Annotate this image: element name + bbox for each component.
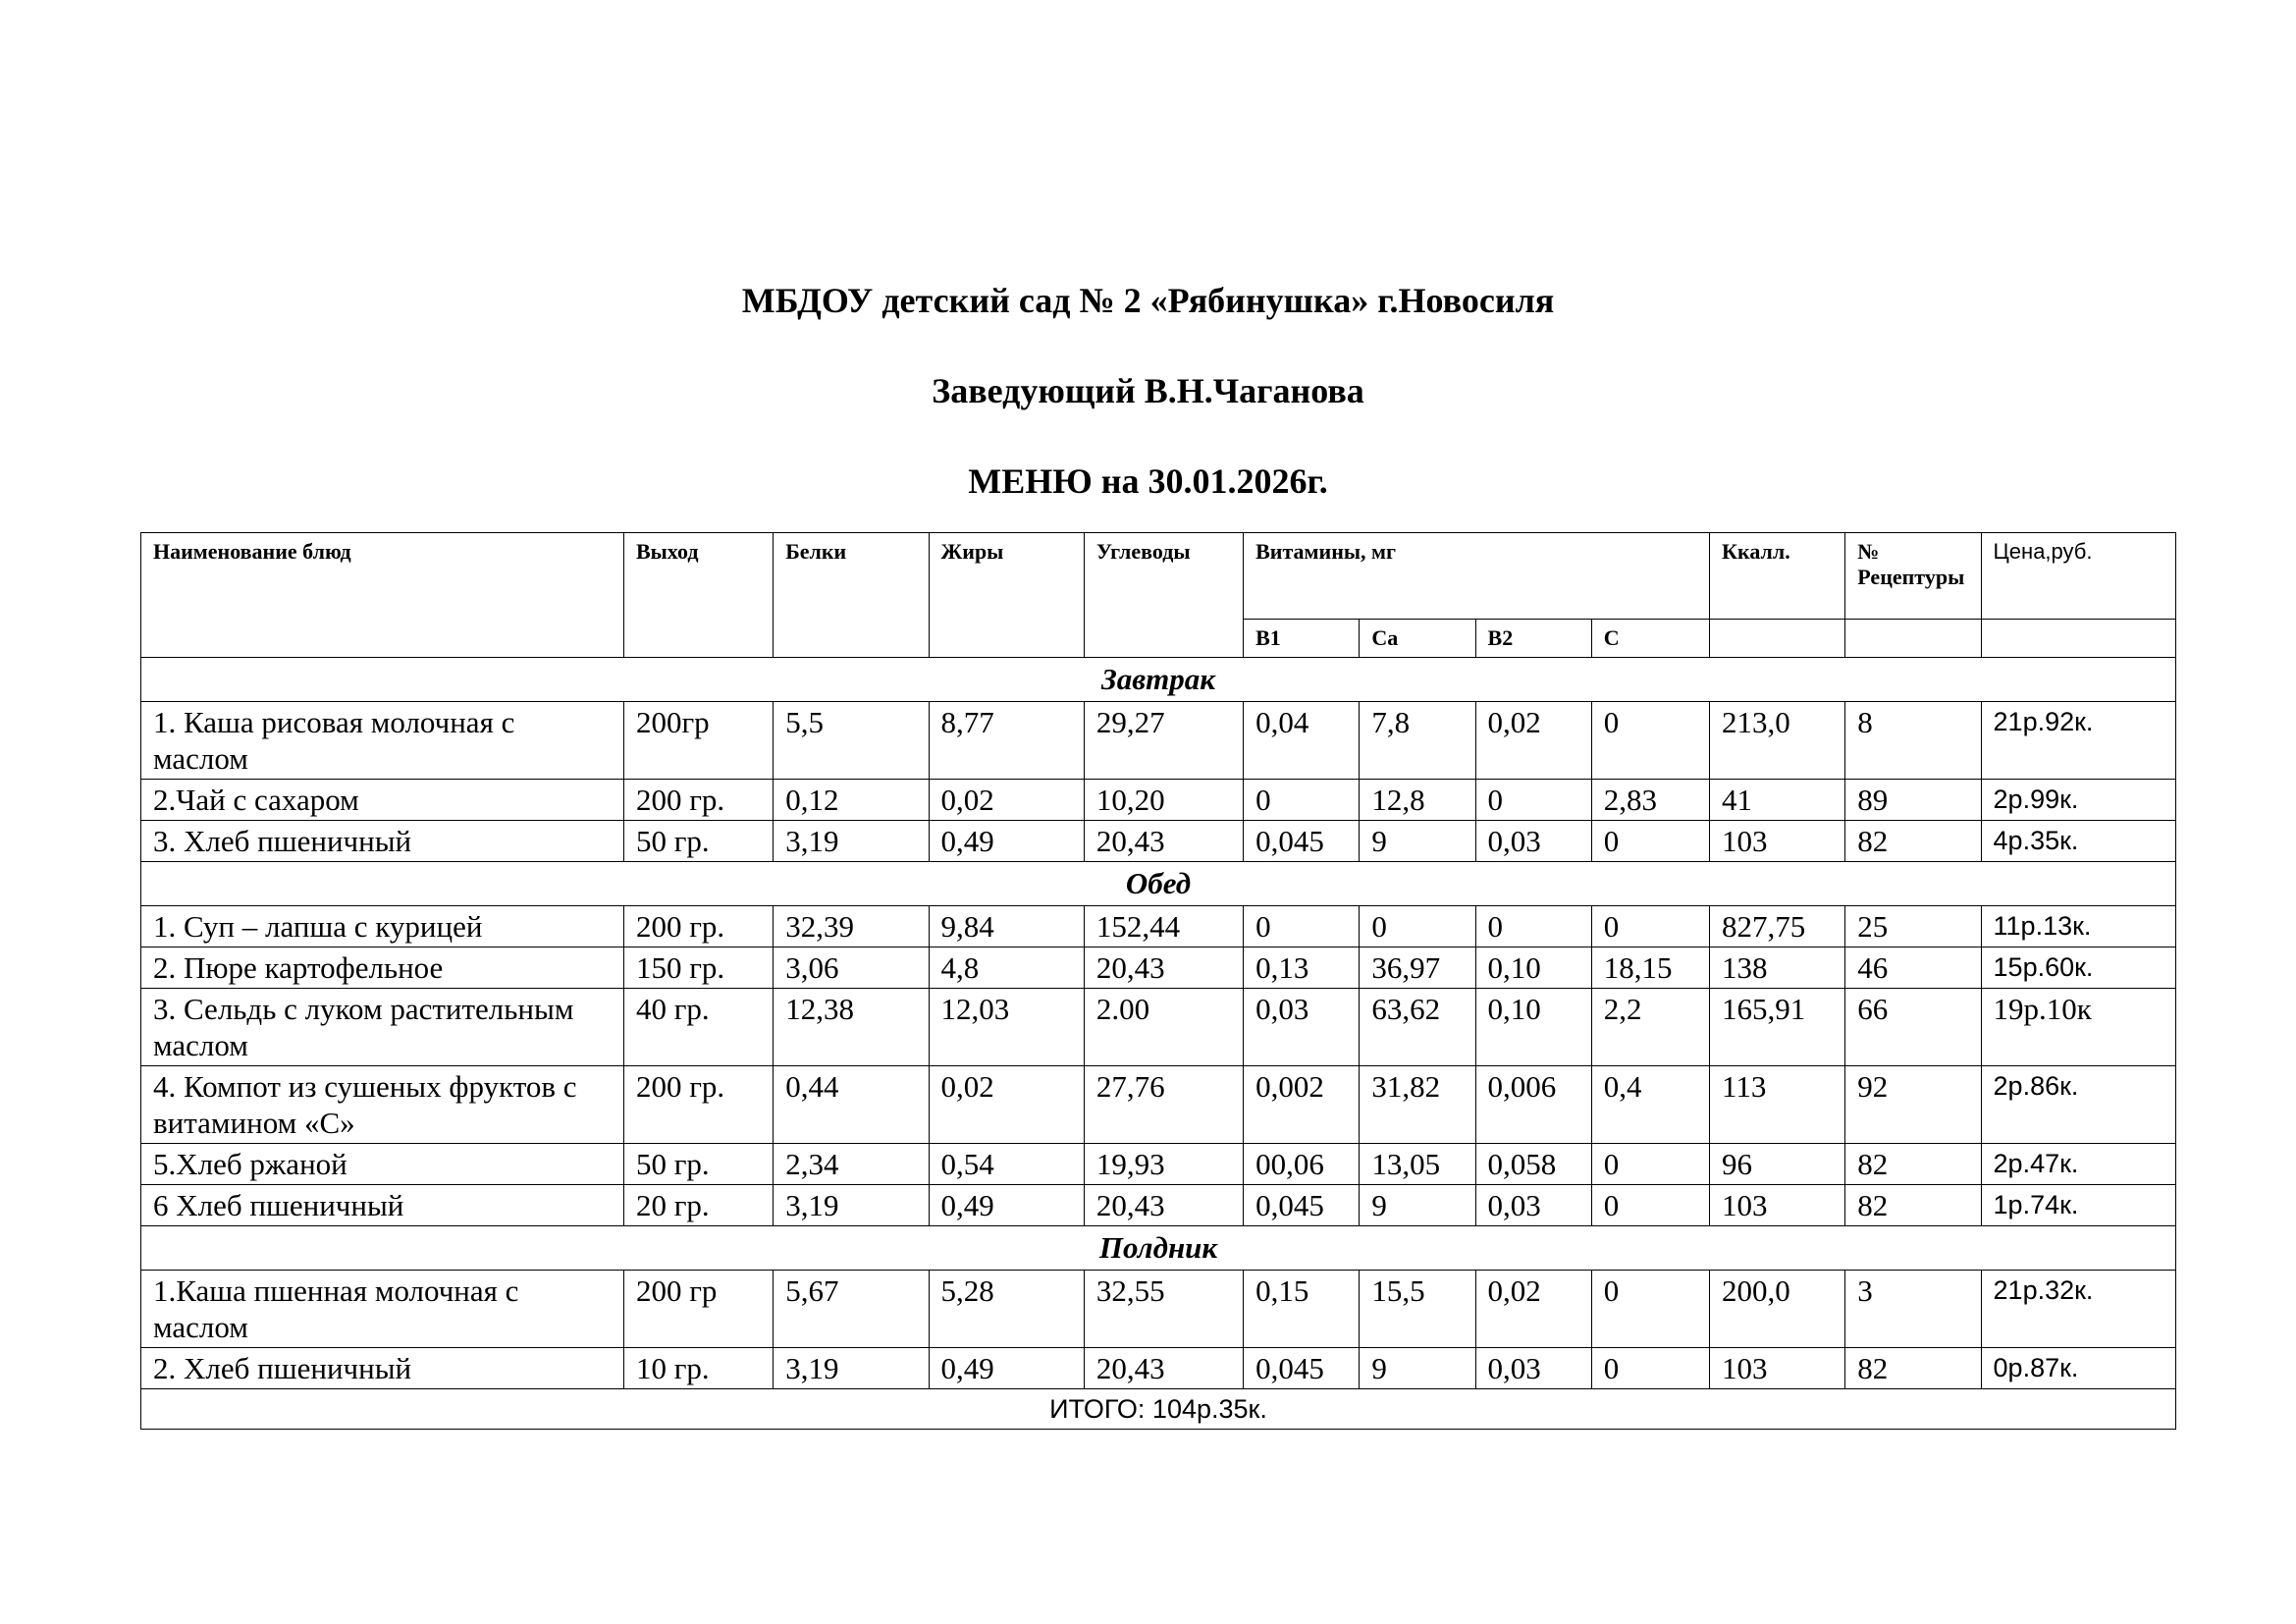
- col-header-b2: В2: [1475, 620, 1591, 658]
- dish-name-cell: 5.Хлеб ржаной: [141, 1144, 624, 1185]
- vitamin-b1-cell: 0,045: [1244, 1348, 1360, 1389]
- price-cell: 4р.35к.: [1981, 821, 2175, 862]
- kcal-cell: 165,91: [1710, 989, 1845, 1066]
- yield-cell: 200 гр.: [623, 1066, 773, 1144]
- vitamin-b1-cell: 0: [1244, 780, 1360, 821]
- dish-name-cell: 3. Сельдь с луком растительным маслом: [141, 989, 624, 1066]
- vitamin-b2-cell: 0,03: [1475, 821, 1591, 862]
- recipe-number-cell: 3: [1845, 1271, 1981, 1348]
- carbs-cell: 29,27: [1084, 702, 1243, 780]
- fat-cell: 0,49: [929, 821, 1084, 862]
- section-title: Завтрак: [141, 658, 2176, 702]
- price-cell: 21р.92к.: [1981, 702, 2175, 780]
- col-header-vitamins: Витамины, мг: [1244, 533, 1710, 620]
- total-value: ИТОГО: 104р.35к.: [141, 1389, 2176, 1430]
- dish-name-cell: 2.Чай с сахаром: [141, 780, 624, 821]
- yield-cell: 10 гр.: [623, 1348, 773, 1389]
- vitamin-c-cell: 0: [1591, 1348, 1709, 1389]
- carbs-cell: 20,43: [1084, 821, 1243, 862]
- table-row: [141, 1144, 2176, 1185]
- dish-name-cell: 2. Хлеб пшеничный: [141, 1348, 624, 1389]
- protein-cell: 3,06: [774, 947, 929, 989]
- vitamin-c-cell: 2,83: [1591, 780, 1709, 821]
- protein-cell: 5,5: [774, 702, 929, 780]
- vitamin-c-cell: 0: [1591, 1271, 1709, 1348]
- calcium-cell: 13,05: [1360, 1144, 1475, 1185]
- col-header-b1: В1: [1244, 620, 1360, 658]
- vitamin-b2-cell: 0,006: [1475, 1066, 1591, 1144]
- recipe-number-cell: 46: [1845, 947, 1981, 989]
- vitamin-c-cell: 0: [1591, 1144, 1709, 1185]
- calcium-cell: 9: [1360, 1185, 1475, 1226]
- section-row: [141, 1226, 2176, 1271]
- carbs-cell: 19,93: [1084, 1144, 1243, 1185]
- recipe-number-cell: 8: [1845, 702, 1981, 780]
- price-cell: 0р.87к.: [1981, 1348, 2175, 1389]
- col-header-price: Цена,руб.: [1981, 533, 2175, 620]
- col-header-protein: Белки: [774, 533, 929, 658]
- vitamin-b1-cell: 0,03: [1244, 989, 1360, 1066]
- price-cell: 21р.32к.: [1981, 1271, 2175, 1348]
- carbs-cell: 2.00: [1084, 989, 1243, 1066]
- table-row: [141, 821, 2176, 862]
- recipe-number-cell: 92: [1845, 1066, 1981, 1144]
- vitamin-c-cell: 0: [1591, 702, 1709, 780]
- col-header-yield: Выход: [623, 533, 773, 658]
- vitamin-b2-cell: 0,10: [1475, 989, 1591, 1066]
- vitamin-b1-cell: 0,045: [1244, 821, 1360, 862]
- carbs-cell: 27,76: [1084, 1066, 1243, 1144]
- fat-cell: 0,54: [929, 1144, 1084, 1185]
- fat-cell: 9,84: [929, 906, 1084, 947]
- protein-cell: 32,39: [774, 906, 929, 947]
- vitamin-b2-cell: 0,058: [1475, 1144, 1591, 1185]
- vitamin-b1-cell: 0,002: [1244, 1066, 1360, 1144]
- vitamin-b1-cell: 0,15: [1244, 1271, 1360, 1348]
- recipe-number-cell: 82: [1845, 821, 1981, 862]
- price-cell: 15р.60к.: [1981, 947, 2175, 989]
- col-header-name: Наименование блюд: [141, 533, 624, 658]
- protein-cell: 0,44: [774, 1066, 929, 1144]
- section-row: [141, 658, 2176, 702]
- col-header-kcal-sub: [1710, 620, 1845, 658]
- calcium-cell: 7,8: [1360, 702, 1475, 780]
- col-header-fat: Жиры: [929, 533, 1084, 658]
- recipe-number-cell: 66: [1845, 989, 1981, 1066]
- calcium-cell: 31,82: [1360, 1066, 1475, 1144]
- yield-cell: 200гр: [623, 702, 773, 780]
- recipe-number-cell: 82: [1845, 1185, 1981, 1226]
- price-cell: 11р.13к.: [1981, 906, 2175, 947]
- vitamin-b2-cell: 0: [1475, 906, 1591, 947]
- protein-cell: 0,12: [774, 780, 929, 821]
- section-title: Обед: [141, 862, 2176, 906]
- vitamin-b2-cell: 0,10: [1475, 947, 1591, 989]
- vitamin-b2-cell: 0,02: [1475, 1271, 1591, 1348]
- yield-cell: 200 гр.: [623, 780, 773, 821]
- kcal-cell: 103: [1710, 821, 1845, 862]
- table-row: [141, 1066, 2176, 1144]
- carbs-cell: 152,44: [1084, 906, 1243, 947]
- protein-cell: 3,19: [774, 1185, 929, 1226]
- table-row: [141, 780, 2176, 821]
- kcal-cell: 103: [1710, 1348, 1845, 1389]
- price-cell: 2р.47к.: [1981, 1144, 2175, 1185]
- yield-cell: 150 гр.: [623, 947, 773, 989]
- kcal-cell: 41: [1710, 780, 1845, 821]
- recipe-number-cell: 82: [1845, 1144, 1981, 1185]
- vitamin-b1-cell: 0,045: [1244, 1185, 1360, 1226]
- yield-cell: 50 гр.: [623, 1144, 773, 1185]
- dish-name-cell: 1. Каша рисовая молочная с маслом: [141, 702, 624, 780]
- head-name: Заведующий В.Н.Чаганова: [932, 371, 1364, 410]
- table-row: [141, 1348, 2176, 1389]
- carbs-cell: 20,43: [1084, 1348, 1243, 1389]
- carbs-cell: 20,43: [1084, 1185, 1243, 1226]
- table-row: [141, 1271, 2176, 1348]
- fat-cell: 0,02: [929, 780, 1084, 821]
- col-header-recipe-sub: [1845, 620, 1981, 658]
- fat-cell: 0,49: [929, 1348, 1084, 1389]
- fat-cell: 0,02: [929, 1066, 1084, 1144]
- kcal-cell: 200,0: [1710, 1271, 1845, 1348]
- protein-cell: 3,19: [774, 821, 929, 862]
- kcal-cell: 827,75: [1710, 906, 1845, 947]
- vitamin-b2-cell: 0,03: [1475, 1348, 1591, 1389]
- fat-cell: 0,49: [929, 1185, 1084, 1226]
- section-row: [141, 862, 2176, 906]
- kcal-cell: 96: [1710, 1144, 1845, 1185]
- fat-cell: 12,03: [929, 989, 1084, 1066]
- yield-cell: 200 гр: [623, 1271, 773, 1348]
- calcium-cell: 36,97: [1360, 947, 1475, 989]
- vitamin-b1-cell: 0,04: [1244, 702, 1360, 780]
- calcium-cell: 0: [1360, 906, 1475, 947]
- total-row: [141, 1389, 2176, 1430]
- calcium-cell: 9: [1360, 1348, 1475, 1389]
- vitamin-c-cell: 0: [1591, 1185, 1709, 1226]
- kcal-cell: 138: [1710, 947, 1845, 989]
- recipe-number-cell: 25: [1845, 906, 1981, 947]
- dish-name-cell: 1.Каша пшенная молочная с маслом: [141, 1271, 624, 1348]
- vitamin-b2-cell: 0,02: [1475, 702, 1591, 780]
- recipe-number-cell: 82: [1845, 1348, 1981, 1389]
- calcium-cell: 9: [1360, 821, 1475, 862]
- calcium-cell: 12,8: [1360, 780, 1475, 821]
- col-header-recipe: № Рецептуры: [1845, 533, 1981, 620]
- fat-cell: 5,28: [929, 1271, 1084, 1348]
- table-row: [141, 906, 2176, 947]
- fat-cell: 4,8: [929, 947, 1084, 989]
- price-cell: 19р.10к: [1981, 989, 2175, 1066]
- vitamin-c-cell: 18,15: [1591, 947, 1709, 989]
- fat-cell: 8,77: [929, 702, 1084, 780]
- yield-cell: 40 гр.: [623, 989, 773, 1066]
- calcium-cell: 63,62: [1360, 989, 1475, 1066]
- table-row: [141, 702, 2176, 780]
- kcal-cell: 103: [1710, 1185, 1845, 1226]
- protein-cell: 12,38: [774, 989, 929, 1066]
- organization-title: МБДОУ детский сад № 2 «Рябинушка» г.Новосиля: [741, 281, 1555, 320]
- dish-name-cell: 6 Хлеб пшеничный: [141, 1185, 624, 1226]
- menu-table: [140, 532, 2176, 1430]
- col-header-carbs: Углеводы: [1084, 533, 1243, 658]
- carbs-cell: 20,43: [1084, 947, 1243, 989]
- dish-name-cell: 1. Суп – лапша с курицей: [141, 906, 624, 947]
- protein-cell: 3,19: [774, 1348, 929, 1389]
- menu-title: МЕНЮ на 30.01.2026г.: [968, 461, 1328, 501]
- yield-cell: 20 гр.: [623, 1185, 773, 1226]
- protein-cell: 2,34: [774, 1144, 929, 1185]
- dish-name-cell: 4. Компот из сушеных фруктов с витамином «С»: [141, 1066, 624, 1144]
- table-row: [141, 947, 2176, 989]
- price-cell: 2р.86к.: [1981, 1066, 2175, 1144]
- carbs-cell: 32,55: [1084, 1271, 1243, 1348]
- section-title: Полдник: [141, 1226, 2176, 1271]
- col-header-c: С: [1591, 620, 1709, 658]
- kcal-cell: 113: [1710, 1066, 1845, 1144]
- vitamin-b2-cell: 0: [1475, 780, 1591, 821]
- recipe-number-cell: 89: [1845, 780, 1981, 821]
- yield-cell: 50 гр.: [623, 821, 773, 862]
- vitamin-b1-cell: 00,06: [1244, 1144, 1360, 1185]
- price-cell: 1р.74к.: [1981, 1185, 2175, 1226]
- protein-cell: 5,67: [774, 1271, 929, 1348]
- dish-name-cell: 2. Пюре картофельное: [141, 947, 624, 989]
- price-cell: 2р.99к.: [1981, 780, 2175, 821]
- vitamin-c-cell: 0: [1591, 906, 1709, 947]
- vitamin-c-cell: 0: [1591, 821, 1709, 862]
- vitamin-b1-cell: 0: [1244, 906, 1360, 947]
- vitamin-b2-cell: 0,03: [1475, 1185, 1591, 1226]
- vitamin-c-cell: 0,4: [1591, 1066, 1709, 1144]
- table-row: [141, 989, 2176, 1066]
- vitamin-b1-cell: 0,13: [1244, 947, 1360, 989]
- col-header-ca: Са: [1360, 620, 1475, 658]
- carbs-cell: 10,20: [1084, 780, 1243, 821]
- col-header-kcal: Ккалл.: [1710, 533, 1845, 620]
- header-row: [141, 533, 2176, 620]
- table-row: [141, 1185, 2176, 1226]
- col-header-price-sub: [1981, 620, 2175, 658]
- calcium-cell: 15,5: [1360, 1271, 1475, 1348]
- yield-cell: 200 гр.: [623, 906, 773, 947]
- kcal-cell: 213,0: [1710, 702, 1845, 780]
- dish-name-cell: 3. Хлеб пшеничный: [141, 821, 624, 862]
- vitamin-c-cell: 2,2: [1591, 989, 1709, 1066]
